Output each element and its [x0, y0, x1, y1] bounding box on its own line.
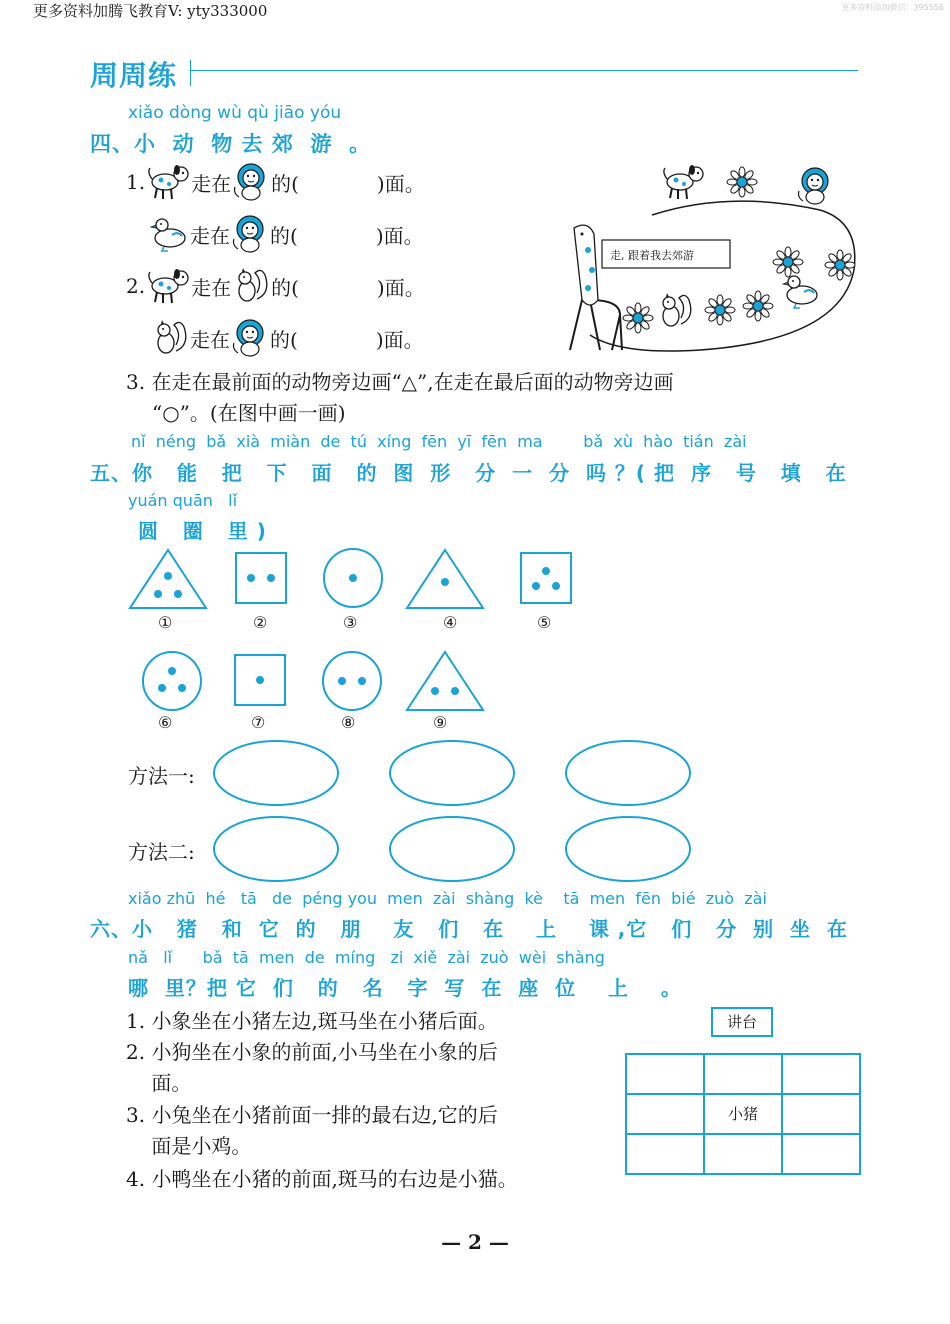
brand-title: 周周练	[90, 59, 178, 92]
lion-icon	[230, 317, 270, 359]
q3-text-cont: “○”。(在图中画一画)	[152, 401, 346, 425]
podium-label: 讲台	[726, 1013, 757, 1031]
shape-7-square	[235, 655, 285, 705]
of-paren-text: 的(	[270, 223, 298, 248]
top-note: 更多资料加腾飞教育V: yty333000	[33, 2, 268, 20]
flower-icon	[825, 250, 855, 280]
sec6-item-4: 4. 小鸭坐在小猪的前面,斑马的右边是小猫。	[126, 1167, 518, 1191]
shape-4-triangle	[407, 550, 483, 608]
q2-line-b	[150, 316, 424, 360]
sec6-item-2-cont: 面。	[126, 1071, 192, 1095]
shape-6-circle	[143, 652, 201, 710]
shape-label-3: ③	[343, 613, 358, 632]
walk-at-text: 走在	[190, 223, 230, 248]
walk-at-text: 走在	[191, 171, 232, 196]
section6-title-2: 哪 里？把 它 们 的 名 字 写 在 座 位 上 。	[128, 976, 682, 1000]
duck-icon	[783, 276, 817, 308]
section6-pinyin: xiǎo zhū hé tā de péng you men zài shàng kè tā men fēn bié zuò zài	[128, 889, 767, 908]
shape-8-circle	[323, 652, 381, 710]
dog-icon	[145, 266, 191, 306]
shape-1-triangle	[130, 550, 206, 608]
flower-icon	[727, 167, 757, 197]
section5-pinyin-2: yuán quān lǐ	[128, 491, 238, 510]
shape-label-5: ⑤	[537, 613, 552, 632]
sec6-item-2: 2. 小狗坐在小象的前面,小马坐在小象的后	[126, 1040, 498, 1064]
brand-divider-tick	[190, 60, 191, 86]
q2-number: 2.	[126, 274, 146, 298]
dog-icon	[664, 165, 703, 199]
page-number: — 2 —	[441, 1230, 509, 1254]
speech-text: 走, 跟着我去郊游	[610, 249, 694, 262]
shape-9-triangle	[407, 652, 483, 710]
oval-m2-c	[566, 817, 690, 881]
section6-title: 六、小 猪 和 它 的 朋 友 们 在 上 课 ,它 们 分 别 坐 在	[90, 917, 848, 941]
flower-icon	[705, 295, 735, 325]
section6-pinyin-2: nǎ lǐ bǎ tā men de míng zi xiě zài zuò wèi shàng	[128, 948, 605, 967]
parade-illustration	[560, 150, 860, 360]
q3-text: 3. 在走在最前面的动物旁边画“△”,在走在最后面的动物旁边画	[126, 370, 674, 394]
shape-label-8: ⑧	[341, 713, 356, 732]
squirrel-icon	[150, 317, 190, 359]
dog-icon	[145, 162, 191, 202]
section4-title: 四、小 动 物 去 郊 游 。	[90, 132, 372, 156]
shape-2-square	[236, 553, 286, 603]
close-face-text: )面。	[376, 171, 425, 196]
flower-icon	[773, 247, 803, 277]
sec6-item-3-cont: 面是小鸡。	[126, 1134, 252, 1158]
shape-label-2: ②	[253, 613, 268, 632]
walk-at-text: 走在	[190, 327, 230, 352]
walk-at-text: 走在	[191, 275, 232, 300]
section5-pinyin: nǐ néng bǎ xià miàn de tú xíng fēn yī fēn ma bǎ xù hào tián zài	[131, 432, 747, 451]
oval-m2-a	[214, 817, 338, 881]
shape-label-7: ⑦	[251, 713, 266, 732]
close-face-text: )面。	[375, 223, 424, 248]
section5-title-2: 圆 圈 里 )	[138, 519, 267, 543]
lion-icon	[799, 168, 829, 204]
shape-label-9: ⑨	[433, 713, 448, 732]
sec6-item-1: 1. 小象坐在小猪左边,斑马坐在小猪后面。	[126, 1009, 498, 1033]
method-two-label: 方法二:	[128, 840, 195, 864]
section4-pinyin: xiǎo dòng wù qù jiāo yóu	[128, 103, 342, 123]
close-face-text: )面。	[375, 327, 424, 352]
lion-icon	[230, 213, 270, 255]
duck-icon	[150, 213, 190, 255]
q2-line-a	[126, 264, 425, 308]
squirrel-icon	[231, 265, 271, 307]
sec6-item-3: 3. 小兔坐在小猪前面一排的最右边,它的后	[126, 1103, 498, 1127]
lion-icon	[231, 161, 271, 203]
q1-line-a	[126, 160, 425, 204]
top-right-watermark: 更多资料添加微信：395556	[841, 3, 944, 12]
flower-icon	[623, 303, 653, 333]
section5-title: 五、你 能 把 下 面 的 图 形 分 一 分 吗 ？( 把 序 号 填 在	[90, 461, 847, 485]
seat-pig	[704, 1094, 782, 1134]
of-paren-text: 的(	[271, 171, 299, 196]
squirrel-icon	[663, 293, 691, 326]
pig-seat-label: 小猪	[727, 1105, 758, 1123]
q1-line-b	[150, 212, 424, 256]
oval-m1-b	[390, 741, 514, 805]
oval-m2-b	[390, 817, 514, 881]
method-one-label: 方法一:	[128, 764, 195, 788]
oval-m1-c	[566, 741, 690, 805]
shape-3-circle	[324, 549, 382, 607]
podium	[711, 1007, 773, 1037]
oval-m1-a	[214, 741, 338, 805]
shape-label-6: ⑥	[158, 713, 173, 732]
close-face-text: )面。	[376, 275, 425, 300]
flower-icon	[743, 291, 773, 321]
answer-ovals	[205, 735, 725, 890]
of-paren-text: 的(	[271, 275, 299, 300]
shape-5-square	[521, 553, 571, 603]
of-paren-text: 的(	[270, 327, 298, 352]
q1-number: 1.	[126, 170, 146, 194]
shape-label-4: ④	[443, 613, 458, 632]
shape-grid	[120, 540, 590, 740]
shape-label-1: ①	[158, 613, 173, 632]
brand-rule	[190, 70, 858, 71]
